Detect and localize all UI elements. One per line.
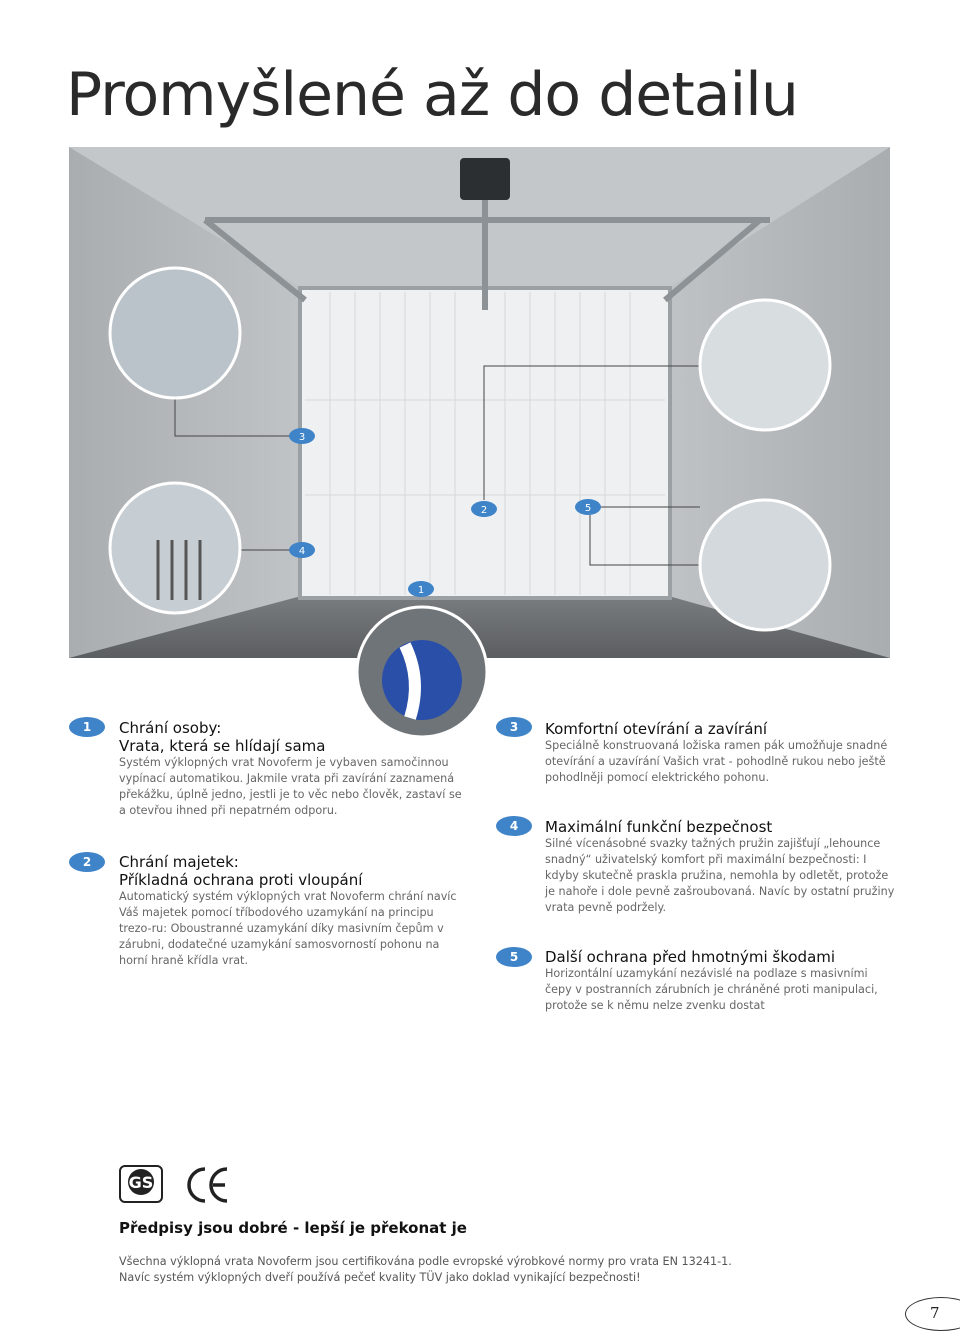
- item-badge-3: 3: [496, 717, 532, 737]
- detail-lock: [700, 300, 830, 430]
- svg-text:4: 4: [298, 546, 306, 557]
- svg-text:3: 3: [298, 432, 306, 443]
- svg-text:5: 5: [584, 503, 592, 514]
- item-text: Systém výklopných vrat Novoferm je vybaven samočinnou vypínací automatikou. Jakmile vrata při zavírání zaznamená překážku, úplně jedno, jestli je to věc nebo člověk, zastaví se a otevřou ihned při nepatrném odporu.: [119, 756, 462, 817]
- footer-line-1: Všechna výklopná vrata Novoferm jsou certifikována podle evropské výrobkové normy pro vrata EN 13241-1.: [119, 1255, 732, 1268]
- feature-item-4: [545, 818, 895, 916]
- item-badge-2: 2: [69, 852, 105, 872]
- item-text: Automatický systém výklopných vrat Novoferm chrání navíc Váš majetek pomocí tříbodového uzamykání na principu trezo-ru: Oboustranné uzamykání díky masivním čepům v zárubni, dodatečné uzamykání samosvorností pohonu na horní hraně křídla vrat.: [119, 890, 457, 967]
- item-title: Chrání osoby:: [119, 719, 222, 737]
- feature-item-5: [545, 948, 895, 1014]
- detail-springs: [110, 483, 240, 613]
- gs-logo: [120, 1166, 162, 1202]
- item-badge-5: 5: [496, 947, 532, 967]
- detail-hinge: [110, 268, 240, 398]
- marker-5: [575, 499, 601, 515]
- footer-line-2: Navíc systém výklopných dveří používá pečeť kvality TÜV jako doklad vynikající bezpečnosti!: [119, 1271, 641, 1284]
- svg-text:1: 1: [417, 585, 425, 596]
- garage-door-illustration: [0, 140, 960, 740]
- marker-2: [471, 501, 497, 517]
- marker-1: [408, 581, 434, 597]
- footer-text: [119, 1254, 732, 1286]
- item-title: Komfortní otevírání a zavírání: [545, 720, 768, 738]
- footer-heading: Předpisy jsou dobré - lepší je překonat je: [119, 1219, 467, 1237]
- svg-text:2: 2: [480, 505, 488, 516]
- item-title: Maximální funkční bezpečnost: [545, 818, 773, 836]
- item-title: Další ochrana před hmotnými škodami: [545, 948, 836, 966]
- item-text: Speciálně konstruovaná ložiska ramen pák umožňuje snadné otevírání a uzavírání Vašich vrat - pohodlně rukou nebo ještě pohodlněji pomocí elektrického pohonu.: [545, 739, 888, 784]
- feature-item-2: [119, 853, 469, 969]
- ce-logo: [189, 1169, 227, 1201]
- page-title: Promyšlené až do detailu: [66, 60, 798, 130]
- item-text: Horizontální uzamykání nezávislé na podlaze s masivními čepy v postranních zárubních je chráněné proti manipulaci, protože se k němu nelze zvenku dostat: [545, 967, 878, 1012]
- item-title: Chrání majetek:: [119, 853, 239, 871]
- page-number: 7: [930, 1304, 940, 1322]
- item-subtitle: Vrata, která se hlídají sama: [119, 737, 326, 755]
- item-badge-4: 4: [496, 816, 532, 836]
- svg-text:GS: GS: [128, 1173, 154, 1192]
- detail-bolt: [700, 500, 830, 630]
- certification-logos: [119, 1165, 239, 1205]
- item-text: Silné vícenásobné svazky tažných pružin zajišťují „lehounce snadný“ uživatelský komfort při maximální bezpečnosti: I kdyby skutečně praskla pružina, nemohla by odletět, protože je nahoře i dole pevně zašroubovaná. Navíc by ostatní pružiny vrata pevně podržely.: [545, 837, 895, 914]
- item-subtitle: Příkladná ochrana proti vloupání: [119, 871, 363, 889]
- feature-item-3: [545, 720, 895, 786]
- opener-motor: [460, 158, 510, 200]
- feature-item-1: [119, 719, 469, 819]
- page-number-badge: [905, 1297, 960, 1331]
- marker-3: [289, 428, 315, 444]
- item-badge-1: 1: [69, 717, 105, 737]
- marker-4: [289, 542, 315, 558]
